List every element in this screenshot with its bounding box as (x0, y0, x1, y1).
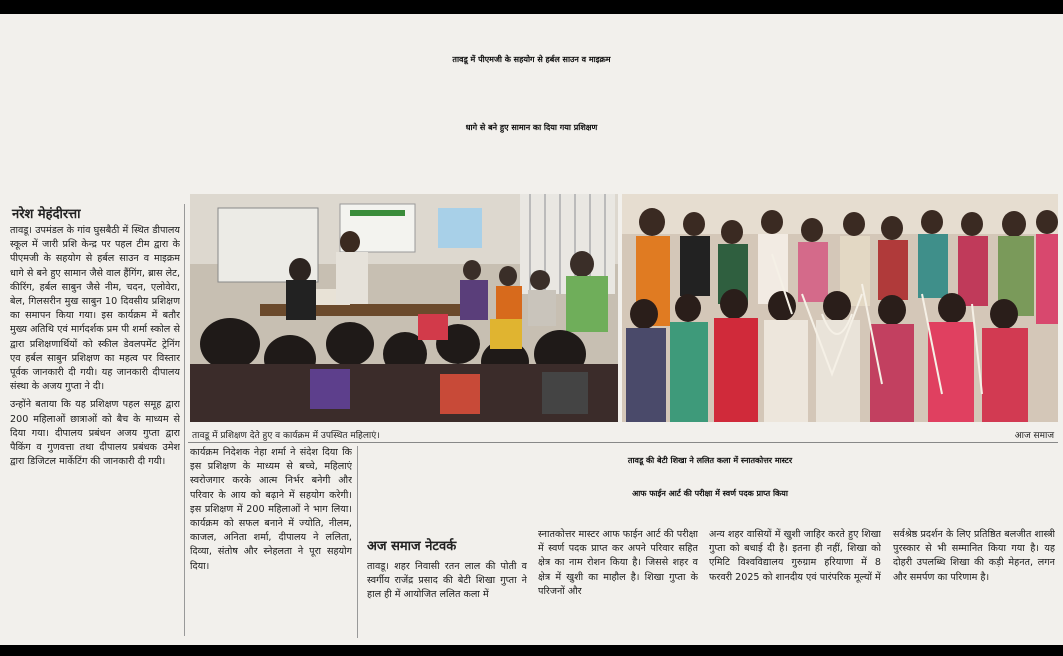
byline: नरेश मेहंदीरत्ता (12, 207, 81, 222)
second-story-column-1 (367, 560, 527, 638)
photo-training-session (190, 194, 618, 422)
women-with-macrame-illustration (622, 194, 1058, 422)
second-story-column-3 (709, 528, 881, 638)
second-story-column-4-text: सर्वश्रेष्ठ प्रदर्शन के लिए प्रतिष्ठित बलजीत शास्त्री पुरस्कार से भी सम्मानित किया गया है। यह दोहरी उपलब्धि शिखा की कड़ी मेहनत, लगन और समर्पण का परिणाम है। (893, 529, 1055, 583)
newspaper-clipping (0, 14, 1063, 645)
second-headline-line-1: तावडू की बेटी शिखा ने ललित कला में स्नातकोत्तर मास्टर (627, 456, 793, 465)
training-session-illustration (190, 194, 618, 422)
main-story-column-1 (10, 224, 180, 636)
main-story-column-2 (190, 446, 352, 638)
photo-credit: आज समाज (1014, 431, 1054, 441)
main-story-paragraph-1: तावडू। उपमंडल के गांव घुसबैठी में स्थित डीपालय स्कूल में जारी प्रशि केन्द्र पर पहल टीम द्वारा के पीएमजी के सहयोग से हर्बल साउन व माइक्रम धागे से बने हुए सामान जैसे वाल हैंगिंग, ब्रास लेट, कीरिंग, हर्बल साबुन जैसे नीम, चदन, एलोवेरा, बेल, गिलसरीन मुख साबुन 10 दिवसीय प्रशिक्षण का समापन किया गया। इस कार्यक्रम में बतौर मुख्य अतिथि एवं मार्गदर्शक प्रम पी शर्मा स्कोल से द्वारा प्रशिक्षणार्थियों को स्कील डेवलपमेंट ट्रेनिंग एव हर्बल साबुन प्रशिक्षण का महत्व पर विस्तार पूर्वक जानकारी दी गयी। यह जानकारी दीपालय संस्था के अजय गुप्ता ने दी। (10, 225, 180, 393)
second-headline-line-2: आफ फाईन आर्ट की परीक्षा में स्वर्ण पदक प्राप्त किया (632, 489, 788, 498)
photo-caption-row (188, 426, 1058, 443)
column-divider (184, 204, 185, 636)
main-story-paragraph-2: उन्होंने बताया कि यह प्रशिक्षण पहल समूह द्वारा 200 महिलाओं छात्राओं को बैच के माध्यम से दिया गया। दीपालय प्रबंधन अजय गुप्ता द्वारा पैकिंग व गुणवत्ता तथा दीपालय प्रबंधक उमेश द्वारा डिजिटल मार्केटिंग की जानकारी दी गयी। (10, 399, 180, 468)
second-story-column-4 (893, 528, 1055, 638)
second-story-column-1-text: तावडू। शहर निवासी रतन लाल की पोती व स्वर्गीय राजेंद्र प्रसाद की बेटी शिखा गुप्ता ने हाल ही में आयोजित ललित कला में (367, 561, 527, 601)
main-story-column-2-text: कार्यक्रम निदेशक नेहा शर्मा ने संदेश दिया कि इस प्रशिक्षण के माध्यम से बच्चे, महिलाएं स्वरोजगार करके आत्म निर्भर बनेगी और परिवार के आय को बढ़ाने में सहयोग करेगी। इस प्रशिक्षण में 200 महिलाओं ने भाग लिया। कार्यक्रम को सफल बनाने में ज्योति, नीलम, काजल, अनिता शर्मा, दीपालय ने ललिता, दिव्या, संतोष और स्नेहलता ने पूरा सहयोग दिया। (190, 447, 352, 572)
headline-line-1: तावडू में पीएमजी के सहयोग से हर्बल साउन व माइक्रम (452, 55, 611, 64)
column-divider (357, 446, 358, 638)
photo-caption: तावडू में प्रशिक्षण देते हुए व कार्यक्रम में उपस्थित महिलाएं। (192, 431, 380, 441)
headline-line-2: धागे से बने हुए सामान का दिया गया प्रशिक्षण (465, 123, 598, 132)
second-story-column-2 (538, 528, 698, 638)
photo-women-with-macrame (622, 194, 1058, 422)
second-story-column-2-text: स्नातकोत्तर मास्टर आफ फाईन आर्ट की परीक्षा में स्वर्ण पदक प्राप्त कर अपने परिवार सहित क्षेत्र का नाम रोशन किया है। जिससे शहर व क्षेत्र में खुशी का माहौल है। शिखा गुप्ता के परिजनों और (538, 529, 698, 597)
second-story-column-3-text: अन्य शहर वासियों में खुशी जाहिर करते हुए शिखा गुप्ता को बधाई दी है। इतना ही नहीं, शिखा को एमिटि विश्वविद्यालय गुरुग्राम हरियाणा में 8 फरवरी 2025 को शानदीय एवं पारंपरिक मूल्यों में (709, 529, 881, 583)
second-story-byline: अज समाज नेटवर्क (367, 539, 457, 554)
